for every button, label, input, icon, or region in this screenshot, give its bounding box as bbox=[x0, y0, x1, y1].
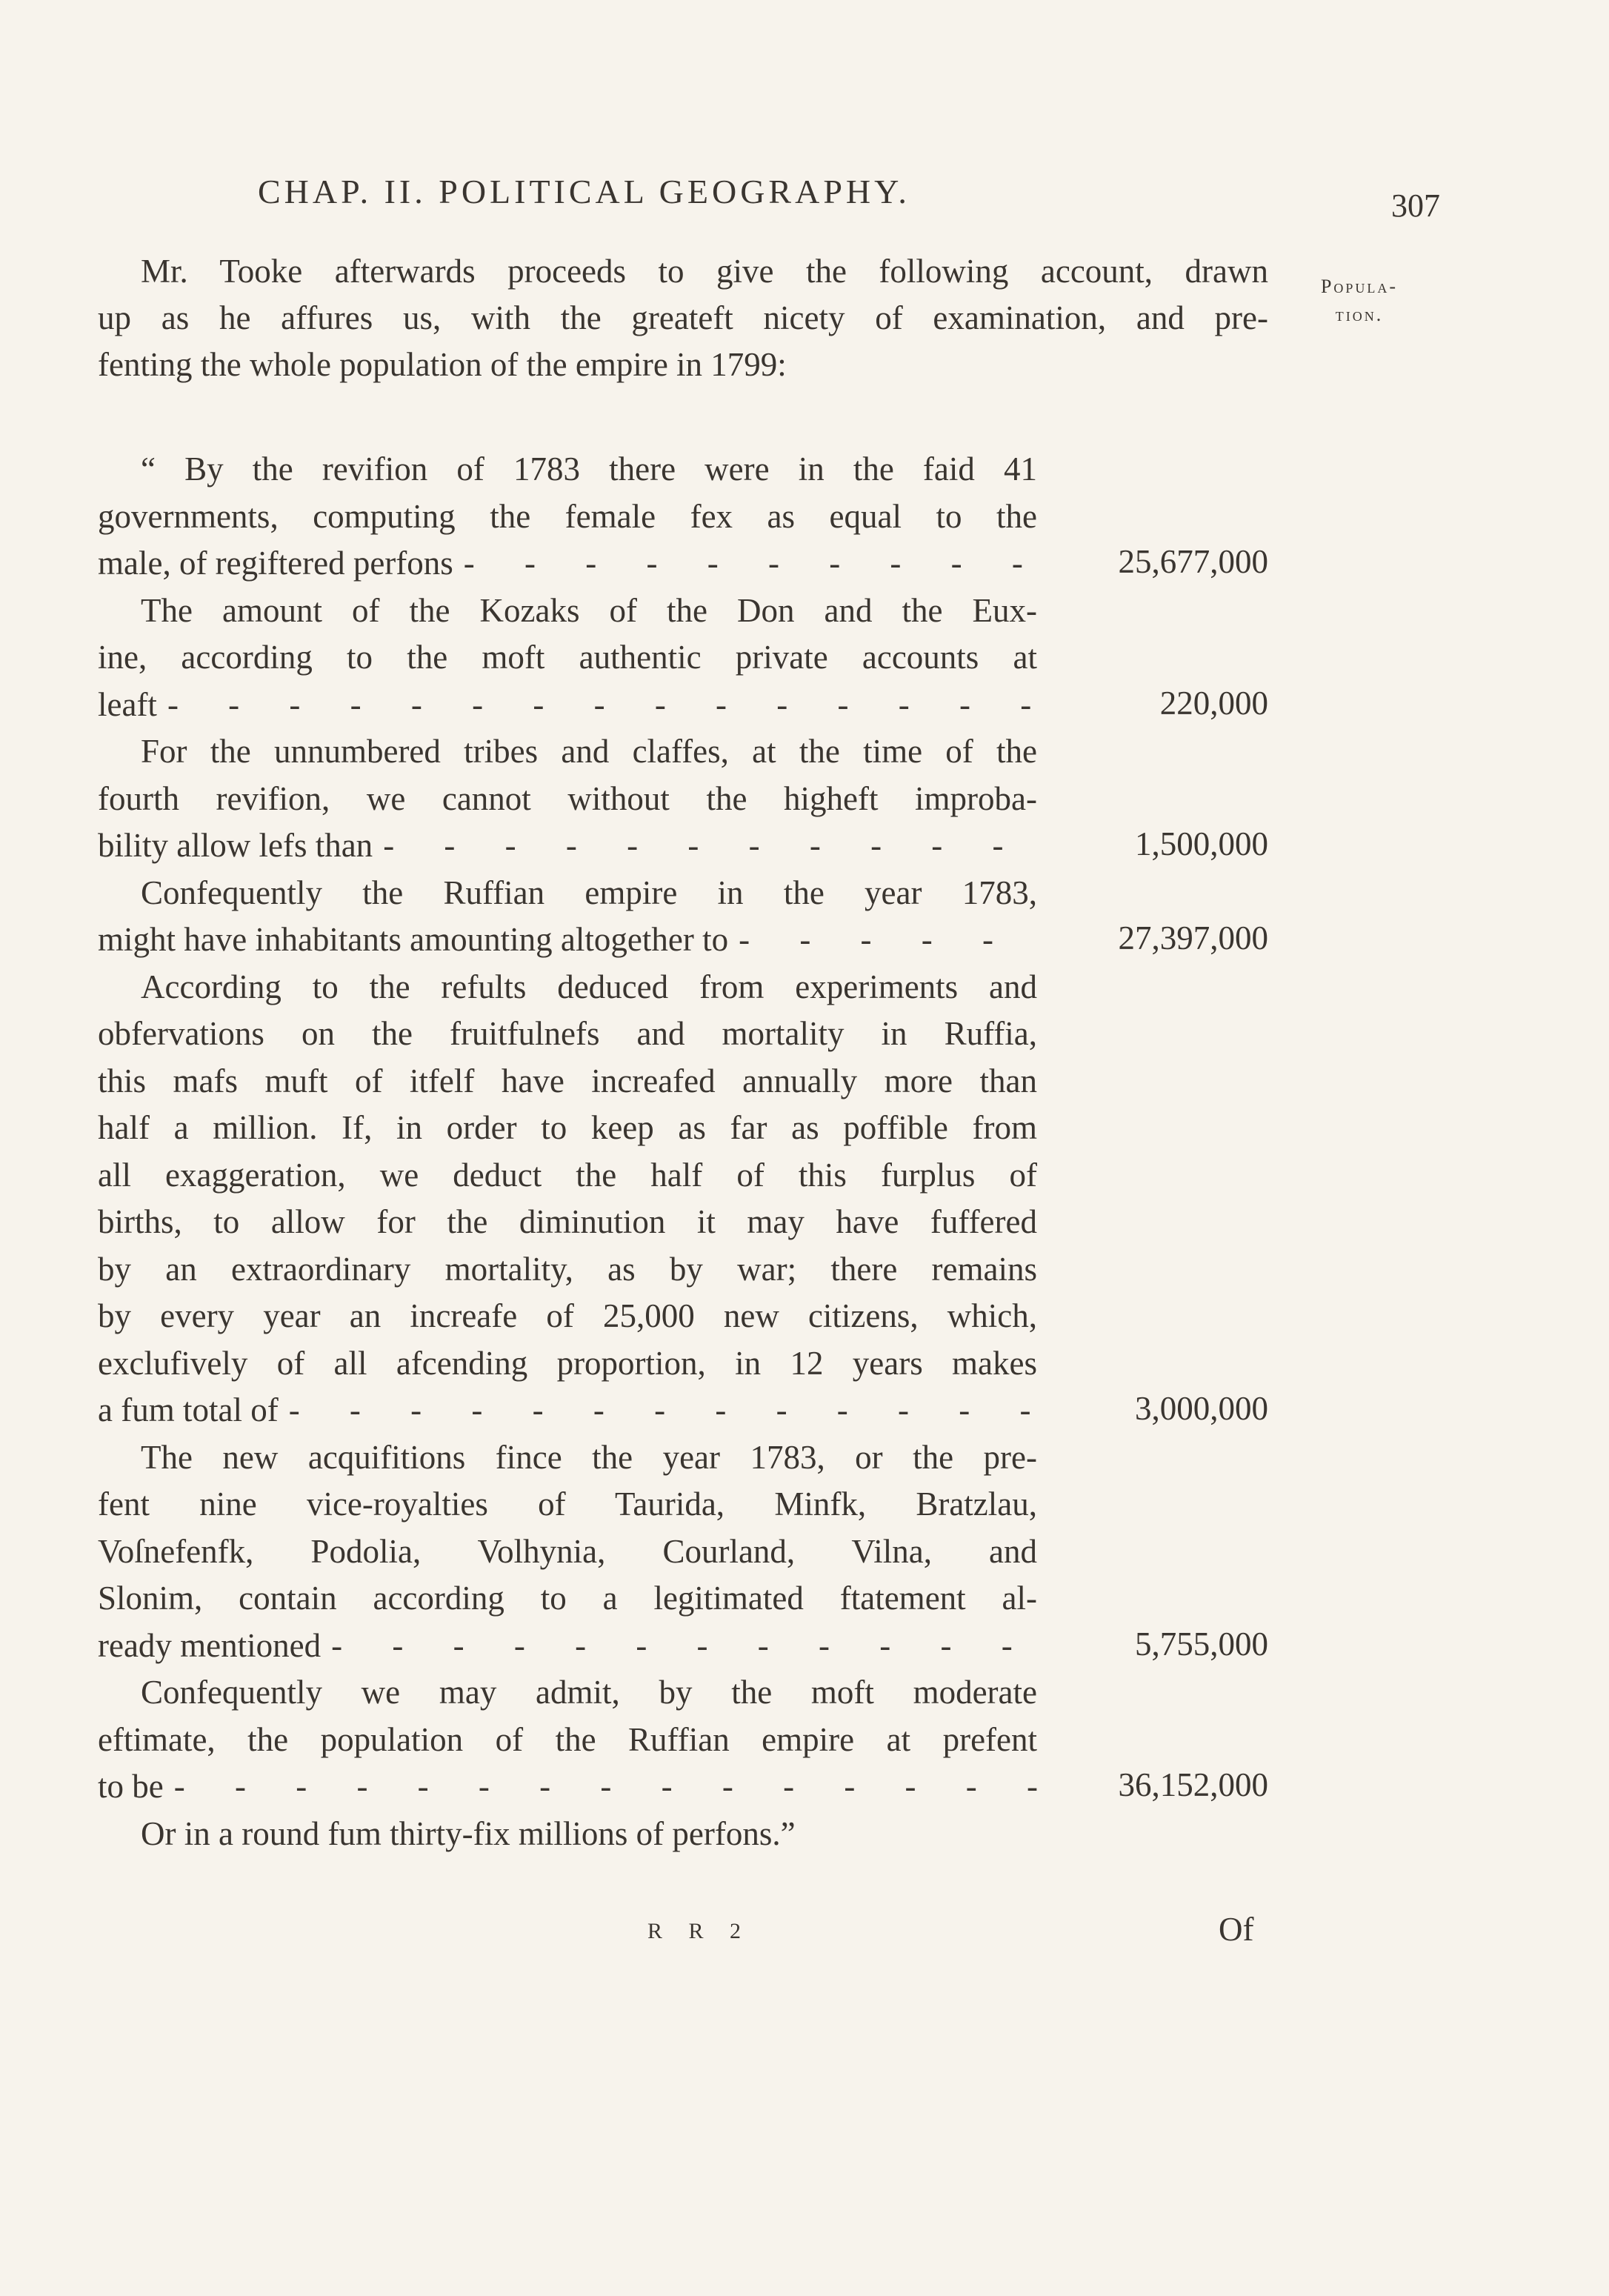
entry-last-line bbox=[98, 1387, 1037, 1434]
entry-value: 5,755,000 bbox=[1135, 1625, 1268, 1663]
entry-last-line bbox=[98, 1623, 1037, 1670]
entry-present-population bbox=[98, 1669, 1268, 1811]
entry-line: The new acquifitions fince the year 1783, or the pre- bbox=[141, 1438, 1037, 1476]
entry-value: 220,000 bbox=[1159, 684, 1268, 722]
entry-value: 36,152,000 bbox=[1118, 1766, 1268, 1803]
intro-paragraph bbox=[98, 248, 1268, 388]
entry-line: “ By the revifion of 1783 there were in the faid 41 bbox=[141, 450, 1037, 488]
intro-line: fenting the whole population of the empire in 1799: bbox=[98, 346, 787, 383]
entry-last-line bbox=[98, 682, 1037, 729]
entry-line: fent nine vice-royalties of Taurida, Minfk, Bratzlau, bbox=[98, 1485, 1037, 1523]
entry-last-line bbox=[98, 1763, 1037, 1811]
margin-note-line: Popula- bbox=[1320, 276, 1399, 297]
entry-text bbox=[98, 728, 1037, 870]
entry-line: to be bbox=[98, 1768, 164, 1805]
entry-line: births, to allow for the diminution it may have fuffered bbox=[98, 1203, 1037, 1240]
margin-note bbox=[1304, 273, 1415, 328]
entry-line: by an extraordinary mortality, as by war; there remains bbox=[98, 1250, 1037, 1288]
entry-line: Confequently we may admit, by the moft moderate bbox=[141, 1674, 1037, 1711]
dash-leader bbox=[321, 1623, 1037, 1670]
entry-line: According to the refults deduced from experiments and bbox=[141, 968, 1037, 1005]
entry-text bbox=[98, 964, 1037, 1434]
entry-line: a fum total of bbox=[98, 1391, 279, 1428]
dash-leader bbox=[373, 822, 1037, 870]
dash-leader bbox=[164, 1763, 1037, 1811]
entry-line: all exaggeration, we deduct the half of this furplus of bbox=[98, 1156, 1037, 1194]
entry-line: male, of regiftered perfons bbox=[98, 545, 453, 582]
entry-line: eftimate, the population of the Ruffian empire at prefent bbox=[98, 1720, 1037, 1758]
dash-leader bbox=[279, 1387, 1037, 1434]
entry-value: 25,677,000 bbox=[1118, 543, 1268, 580]
entry-text bbox=[98, 1669, 1037, 1811]
entry-value: 1,500,000 bbox=[1135, 825, 1268, 862]
dash-leader bbox=[453, 540, 1037, 588]
entry-line: fourth revifion, we cannot without the higheft improba- bbox=[98, 779, 1037, 817]
entry-line: For the unnumbered tribes and claffes, at the time of the bbox=[141, 733, 1037, 770]
intro-line: up as he affures us, with the greateft nicety of examination, and pre- bbox=[98, 299, 1268, 336]
entry-line: bility allow lefs than bbox=[98, 827, 373, 864]
entry-line: by every year an increafe of 25,000 new citizens, which, bbox=[98, 1297, 1037, 1334]
entry-line: governments, computing the female fex as equal to the bbox=[98, 497, 1037, 535]
entry-line: Slonim, contain according to a legitimated ftatement al- bbox=[98, 1580, 1037, 1617]
entry-last-line bbox=[98, 540, 1037, 588]
catchword: Of bbox=[1219, 1911, 1254, 1948]
entry-value: 3,000,000 bbox=[1135, 1390, 1268, 1427]
dash-leader bbox=[157, 682, 1037, 729]
entry-text bbox=[98, 870, 1037, 964]
page-number: 307 bbox=[1391, 187, 1440, 224]
entry-line: might have inhabitants amounting altogether to bbox=[98, 921, 729, 958]
entry-annual-increase bbox=[98, 964, 1268, 1434]
entry-line: this mafs muft of itfelf have increafed annually more than bbox=[98, 1062, 1037, 1099]
entry-kozaks bbox=[98, 588, 1268, 729]
entry-text bbox=[98, 588, 1037, 729]
entry-line: Confequently the Ruffian empire in the year 1783, bbox=[141, 874, 1037, 911]
entry-unnumbered-tribes bbox=[98, 728, 1268, 870]
entry-text bbox=[98, 446, 1037, 588]
entry-new-acquisitions bbox=[98, 1434, 1268, 1670]
entry-line: obfervations on the fruitfulnefs and mortality in Ruffia, bbox=[98, 1015, 1037, 1052]
intro-line: Mr. Tooke afterwards proceeds to give the following account, drawn bbox=[141, 253, 1268, 290]
entry-last-line bbox=[98, 822, 1037, 870]
entry-line: exclufively of all afcending proportion, in 12 years makes bbox=[98, 1344, 1037, 1382]
entry-line: Voſnefenfk, Podolia, Volhynia, Courland, Vilna, and bbox=[98, 1532, 1037, 1570]
dash-leader bbox=[728, 916, 1037, 964]
entry-total-1783 bbox=[98, 870, 1268, 964]
population-table bbox=[98, 446, 1268, 1857]
entry-line: leaft bbox=[98, 685, 157, 723]
entry-last-line bbox=[98, 916, 1037, 964]
closing-line: Or in a round fum thirty-fix millions of perfons.” bbox=[141, 1814, 796, 1852]
running-head: CHAP. II. POLITICAL GEOGRAPHY. bbox=[258, 173, 910, 210]
entry-registered-persons bbox=[98, 446, 1268, 588]
entry-line: ready mentioned bbox=[98, 1626, 322, 1664]
entry-text bbox=[98, 1434, 1037, 1670]
entry-value: 27,397,000 bbox=[1118, 919, 1268, 956]
entry-line: half a million. If, in order to keep as far as poffible from bbox=[98, 1109, 1037, 1146]
margin-note-line: tion. bbox=[1335, 303, 1384, 325]
entry-line: ine, according to the moft authentic private accounts at bbox=[98, 639, 1037, 676]
entry-line: The amount of the Kozaks of the Don and the Eux- bbox=[141, 591, 1037, 629]
signature-mark: R R 2 bbox=[647, 1919, 752, 1943]
